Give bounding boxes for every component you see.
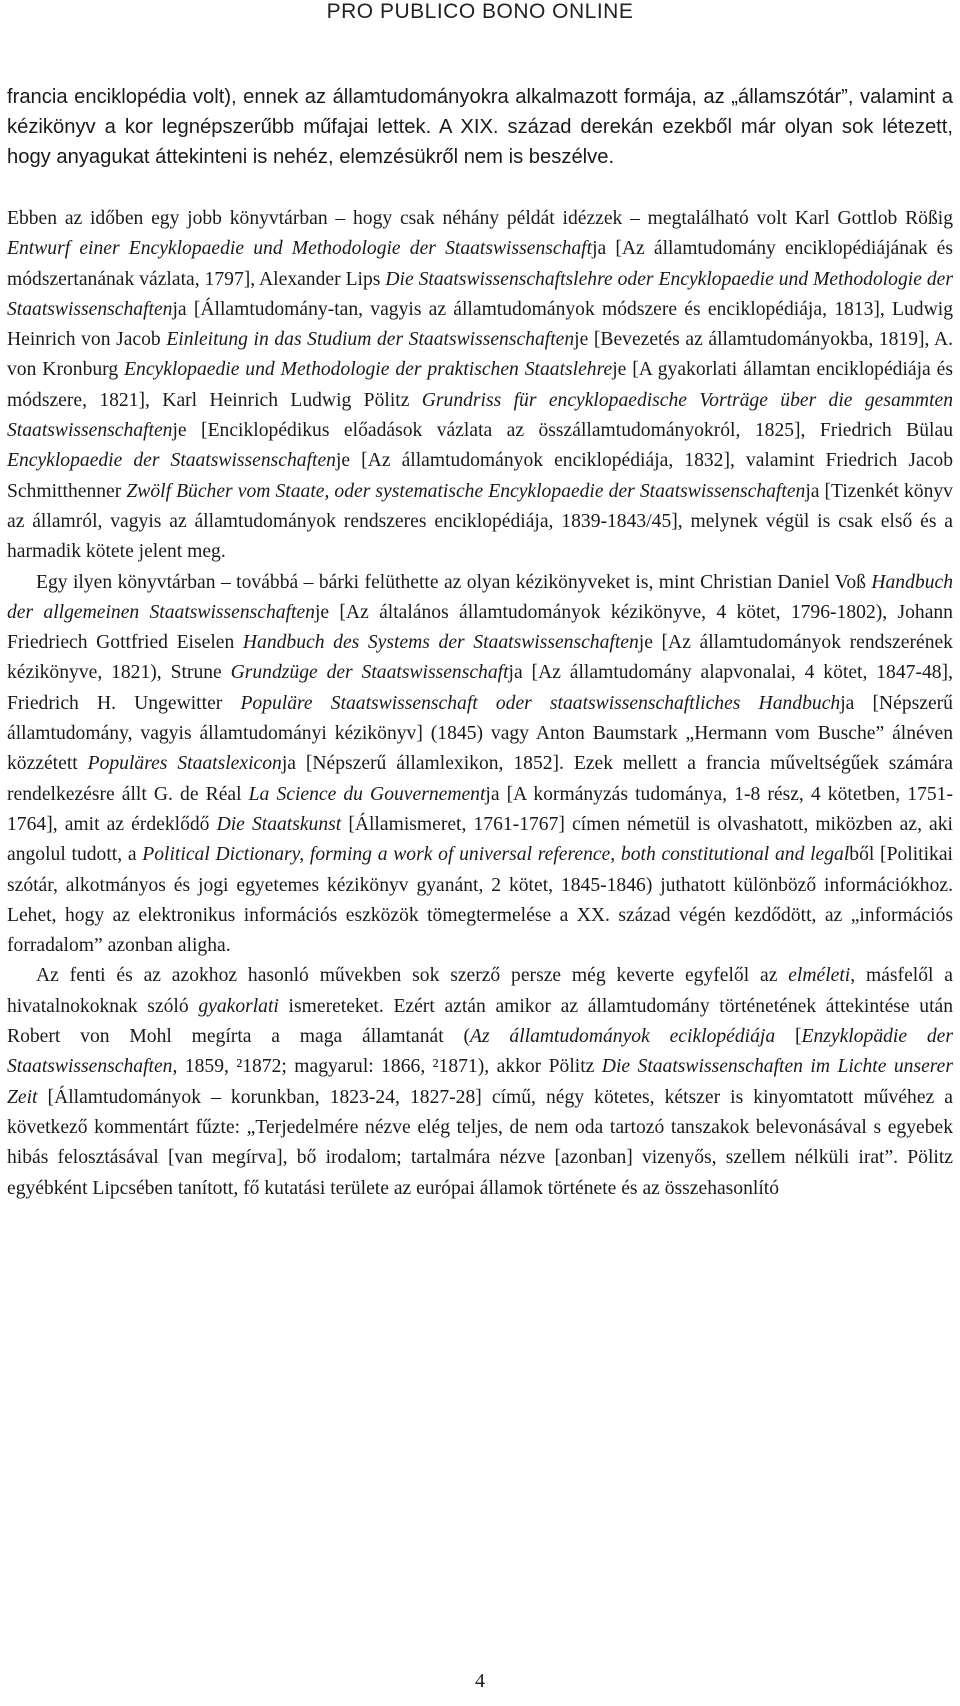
book-title: Grundriss für encyklopaedische Vorträge über die gesammten Staatswissenschaften	[7, 389, 954, 442]
page-number: 4	[475, 1670, 485, 1692]
text-run: , 1859, ²1872; magyarul: 1866, ²1871), akkor Pölitz	[172, 1056, 602, 1078]
book-title: Encyklopaedie und Methodologie der praktischen Staatslehre	[124, 359, 613, 381]
text-run: , másfelől a hivatalnokoknak szóló	[7, 965, 953, 1017]
book-title: Zwölf Bücher vom Staate, oder systematische Encyklopaedie der Staatswissenschaften	[126, 480, 806, 502]
book-title: Populäre Staatswissenschaft oder staatswissenschaftliches Handbuch	[240, 692, 841, 714]
book-title: Einleitung in das Studium der Staatswissenschaften	[166, 329, 575, 351]
text-run: Egy ilyen könyvtárban – továbbá – bárki felüthette az olyan kézikönyveket is, mint Christian Daniel Voß	[36, 571, 872, 593]
text-run: ja [Tizenkét könyv az államról, vagyis az államtudományok rendszeres enciklopédiája, 1839-1843/45], melynek végül is csak első és a harmadik kötete jelent meg.	[7, 480, 953, 563]
running-header: PRO PUBLICO BONO ONLINE	[326, 0, 634, 23]
paragraph-2	[7, 204, 953, 568]
text-run: je [Enciklopédikus előadások vázlata az összállamtudományokról, 1825], Friedrich Bülau	[172, 420, 953, 442]
text-run: ja [A kormányzás tudománya, 1-8 rész, 4 kötetben, 1751-1764], amit az érdeklődő	[7, 783, 953, 835]
text-run: [Államismeret, 1761-1767] címen németül is olvashatott, miközben az, aki angolul tudott, a	[7, 813, 953, 866]
book-title: Entwurf einer Encyklopaedie und Methodologie der Staatswissenschaft	[7, 238, 593, 260]
paragraph-1: francia enciklopédia volt), ennek az államtudományokra alkalmazott formája, az „államszótár”, valamint a kézikönyv a kor legnépszerűbb műfajai lettek. A XIX. század derekán ezekből már olyan sok létezett, hogy anyagukat áttekinteni is nehéz, elemzésükről nem is beszélve.	[7, 86, 953, 168]
text-run: ja [Népszerű államlexikon, 1852]. Ezek mellett a francia műveltségűek számára rendelkezésre állt G. de Réal	[7, 753, 953, 805]
book-title: Die Staatswissenschaftslehre oder Encyklopaedie und Methodologie der Staatswissenschaften	[7, 268, 953, 320]
book-title: Handbuch des Systems der Staatswissenschaften	[242, 632, 639, 654]
book-title: Handbuch der allgemeinen Staatswissenschaften	[7, 571, 953, 623]
book-title: Populäres Staatslexicon	[87, 753, 282, 775]
text-run: [Államtudományok – korunkban, 1823-24, 1827-28] című, négy kötetes, kétszer is kinyomtatott művéhez a következő kommentárt fűzte: „Terjedelmére nézve elég teljes, de nem oda tartozó tanszakok belevonásával s egyebek hibás felosztásával [van megírva], bő irodalom; tartalmára nézve [azonban] vizenyős, szellem nélküli irat”. Pölitz egyébként Lipcsében tanított, fő kutatási területe az európai államok története és az összehasonlító	[7, 1086, 953, 1199]
book-title: La Science du Gouvernement	[248, 783, 486, 805]
text-run: ja [Az államtudomány enciklopédiájának és módszertanának vázlata, 1797], Alexander Lips	[7, 238, 953, 290]
book-title: Encyklopaedie der Staatswissenschaften	[7, 450, 336, 472]
text-run: ja [Népszerű államtudomány, vagyis államtudományi kézikönyv] (1845) vagy Anton Baumstark „Hermann vom Busche” álnéven közzétett	[7, 692, 953, 775]
text-run: Ebben az időben egy jobb könyvtárban – hogy csak néhány példát idézzek – megtalálható volt Karl Gottlob Rößig	[7, 208, 953, 229]
text-run: [	[775, 1026, 802, 1048]
text-run: je [Az általános államtudományok kézikönyve, 4 kötet, 1796-1802), Johann Friedriech Gottfried Eiselen	[7, 601, 953, 654]
text-run: ismereteket. Ezért aztán amikor az államtudomány történetének áttekintése után Robert von Mohl megírta a maga államtanát (	[7, 995, 954, 1048]
text-run: je [Bevezetés az államtudományokba, 1819], A. von Kronburg	[7, 329, 953, 381]
text-run: ből [Politikai szótár, alkotmányos és jogi egyetemes kézikönyv gyanánt, 2 kötet, 1845-1846) juthatott különböző információkhoz. Lehet, hogy az elektronikus információs eszközök tömegtermelése a XX. század végén kezdődött, az „információs forradalom” azonban aligha.	[7, 844, 953, 957]
paragraph-4	[7, 961, 953, 1203]
page-body	[7, 82, 953, 1204]
book-title: Die Staatskunst	[216, 813, 342, 835]
paragraph-3	[7, 568, 953, 962]
text-run: Az fenti és az azokhoz hasonló művekben sok szerző persze még keverte egyfelől az	[36, 965, 789, 987]
book-title: Die Staatswissenschaften im Lichte unserer Zeit	[7, 1056, 953, 1108]
text-run: je [Az államtudományok enciklopédiája, 1832], valamint Friedrich Jacob Schmitthenner	[7, 450, 953, 502]
book-title: Political Dictionary, forming a work of universal reference, both constitutional and legal	[142, 844, 850, 866]
text-run: je [Az államtudományok rendszerének kézikönyve, 1821), Strune	[7, 632, 953, 684]
text-run: ja [Az államtudomány alapvonalai, 4 kötet, 1847-48], Friedrich H. Ungewitter	[7, 662, 953, 714]
text-run: je [A gyakorlati államtan enciklopédiája és módszere, 1821], Karl Heinrich Ludwig Pölitz	[7, 359, 953, 411]
emphasis: elméleti	[788, 965, 851, 987]
text-run: ja [Államtudomány-tan, vagyis az államtudományok módszere és enciklopédiája, 1813], Ludwig Heinrich von Jacob	[7, 298, 953, 351]
book-title: Grundzüge der Staatswissenschaft	[230, 662, 509, 684]
book-title: Enzyklopädie der Staatswissenschaften	[7, 1026, 953, 1078]
paragraph-gap	[7, 172, 953, 204]
book-title: Az államtudományok eciklopédiája	[469, 1026, 776, 1048]
emphasis: gyakorlati	[198, 995, 279, 1017]
